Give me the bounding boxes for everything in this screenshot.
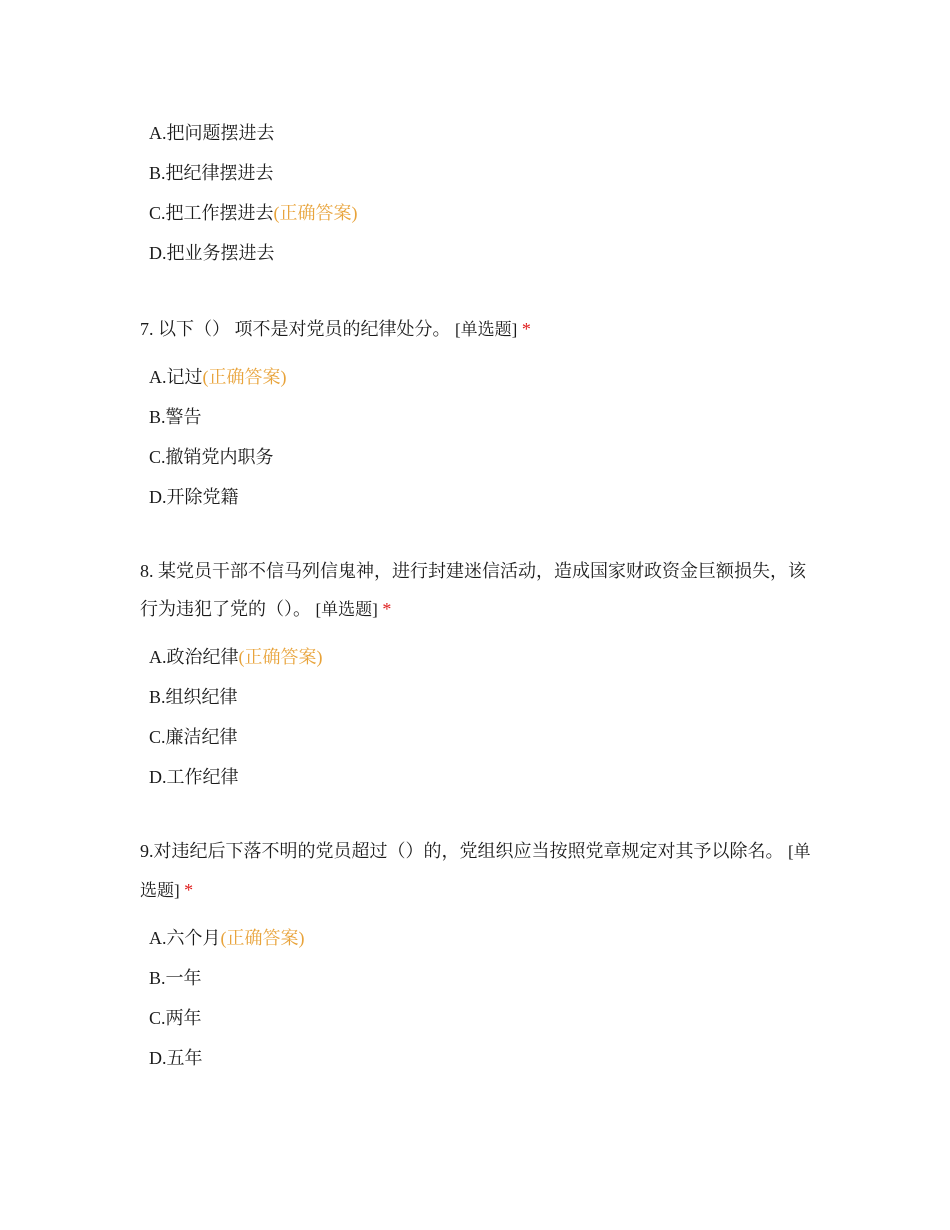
required-marker: * <box>184 880 194 900</box>
option-d <box>140 233 820 273</box>
correct-answer-marker: (正确答案) <box>220 928 305 948</box>
option-label: A.把问题摆进去 <box>149 123 275 143</box>
option-a <box>140 918 820 958</box>
option-c <box>140 437 820 477</box>
question-9 <box>140 832 820 1078</box>
question-7 <box>140 310 820 517</box>
option-a <box>140 637 820 677</box>
option-label: A.记过 <box>149 367 203 387</box>
correct-answer-marker: (正确答案) <box>202 367 287 387</box>
option-label: D.把业务摆进去 <box>149 243 275 263</box>
correct-answer-marker: (正确答案) <box>273 203 358 223</box>
question-6-options <box>140 113 820 273</box>
correct-answer-marker: (正确答案) <box>238 647 323 667</box>
required-marker: * <box>521 319 531 339</box>
question-text <box>140 552 820 629</box>
option-label: C.把工作摆进去 <box>149 203 274 223</box>
option-d <box>140 477 820 517</box>
question-8 <box>140 552 820 797</box>
option-c <box>140 998 820 1038</box>
option-a <box>140 357 820 397</box>
option-b <box>140 153 820 193</box>
option-label: B.组织纪律 <box>149 687 238 707</box>
question-text <box>140 310 820 349</box>
option-a <box>140 113 820 153</box>
option-label: B.把纪律摆进去 <box>149 163 274 183</box>
option-label: C.两年 <box>149 1008 202 1028</box>
option-label: B.警告 <box>149 407 202 427</box>
option-d <box>140 1038 820 1078</box>
question-stem: 7. 以下（） 项不是对党员的纪律处分。 <box>140 319 451 339</box>
option-c <box>140 717 820 757</box>
option-label: C.撤销党内职务 <box>149 447 274 467</box>
option-label: D.五年 <box>149 1048 203 1068</box>
question-stem: 9.对违纪后下落不明的党员超过（）的，党组织应当按照党章规定对其予以除名。 <box>140 841 784 861</box>
option-label: D.工作纪律 <box>149 767 239 787</box>
question-stem: 8. 某党员干部不信马列信鬼神，进行封建迷信活动，造成国家财政资金巨额损失，该行为违犯了党的（）。 <box>140 561 806 619</box>
option-label: C.廉洁纪律 <box>149 727 238 747</box>
question-type: [单选题] <box>455 320 518 339</box>
option-label: D.开除党籍 <box>149 487 239 507</box>
option-label: B.一年 <box>149 968 202 988</box>
option-d <box>140 757 820 797</box>
question-text <box>140 832 820 910</box>
option-b <box>140 397 820 437</box>
option-c <box>140 193 820 233</box>
question-type: [单选题] <box>140 842 811 900</box>
option-label: A.六个月 <box>149 928 221 948</box>
required-marker: * <box>382 599 392 619</box>
question-type: [单选题] <box>315 600 378 619</box>
option-b <box>140 958 820 998</box>
option-label: A.政治纪律 <box>149 647 239 667</box>
option-b <box>140 677 820 717</box>
